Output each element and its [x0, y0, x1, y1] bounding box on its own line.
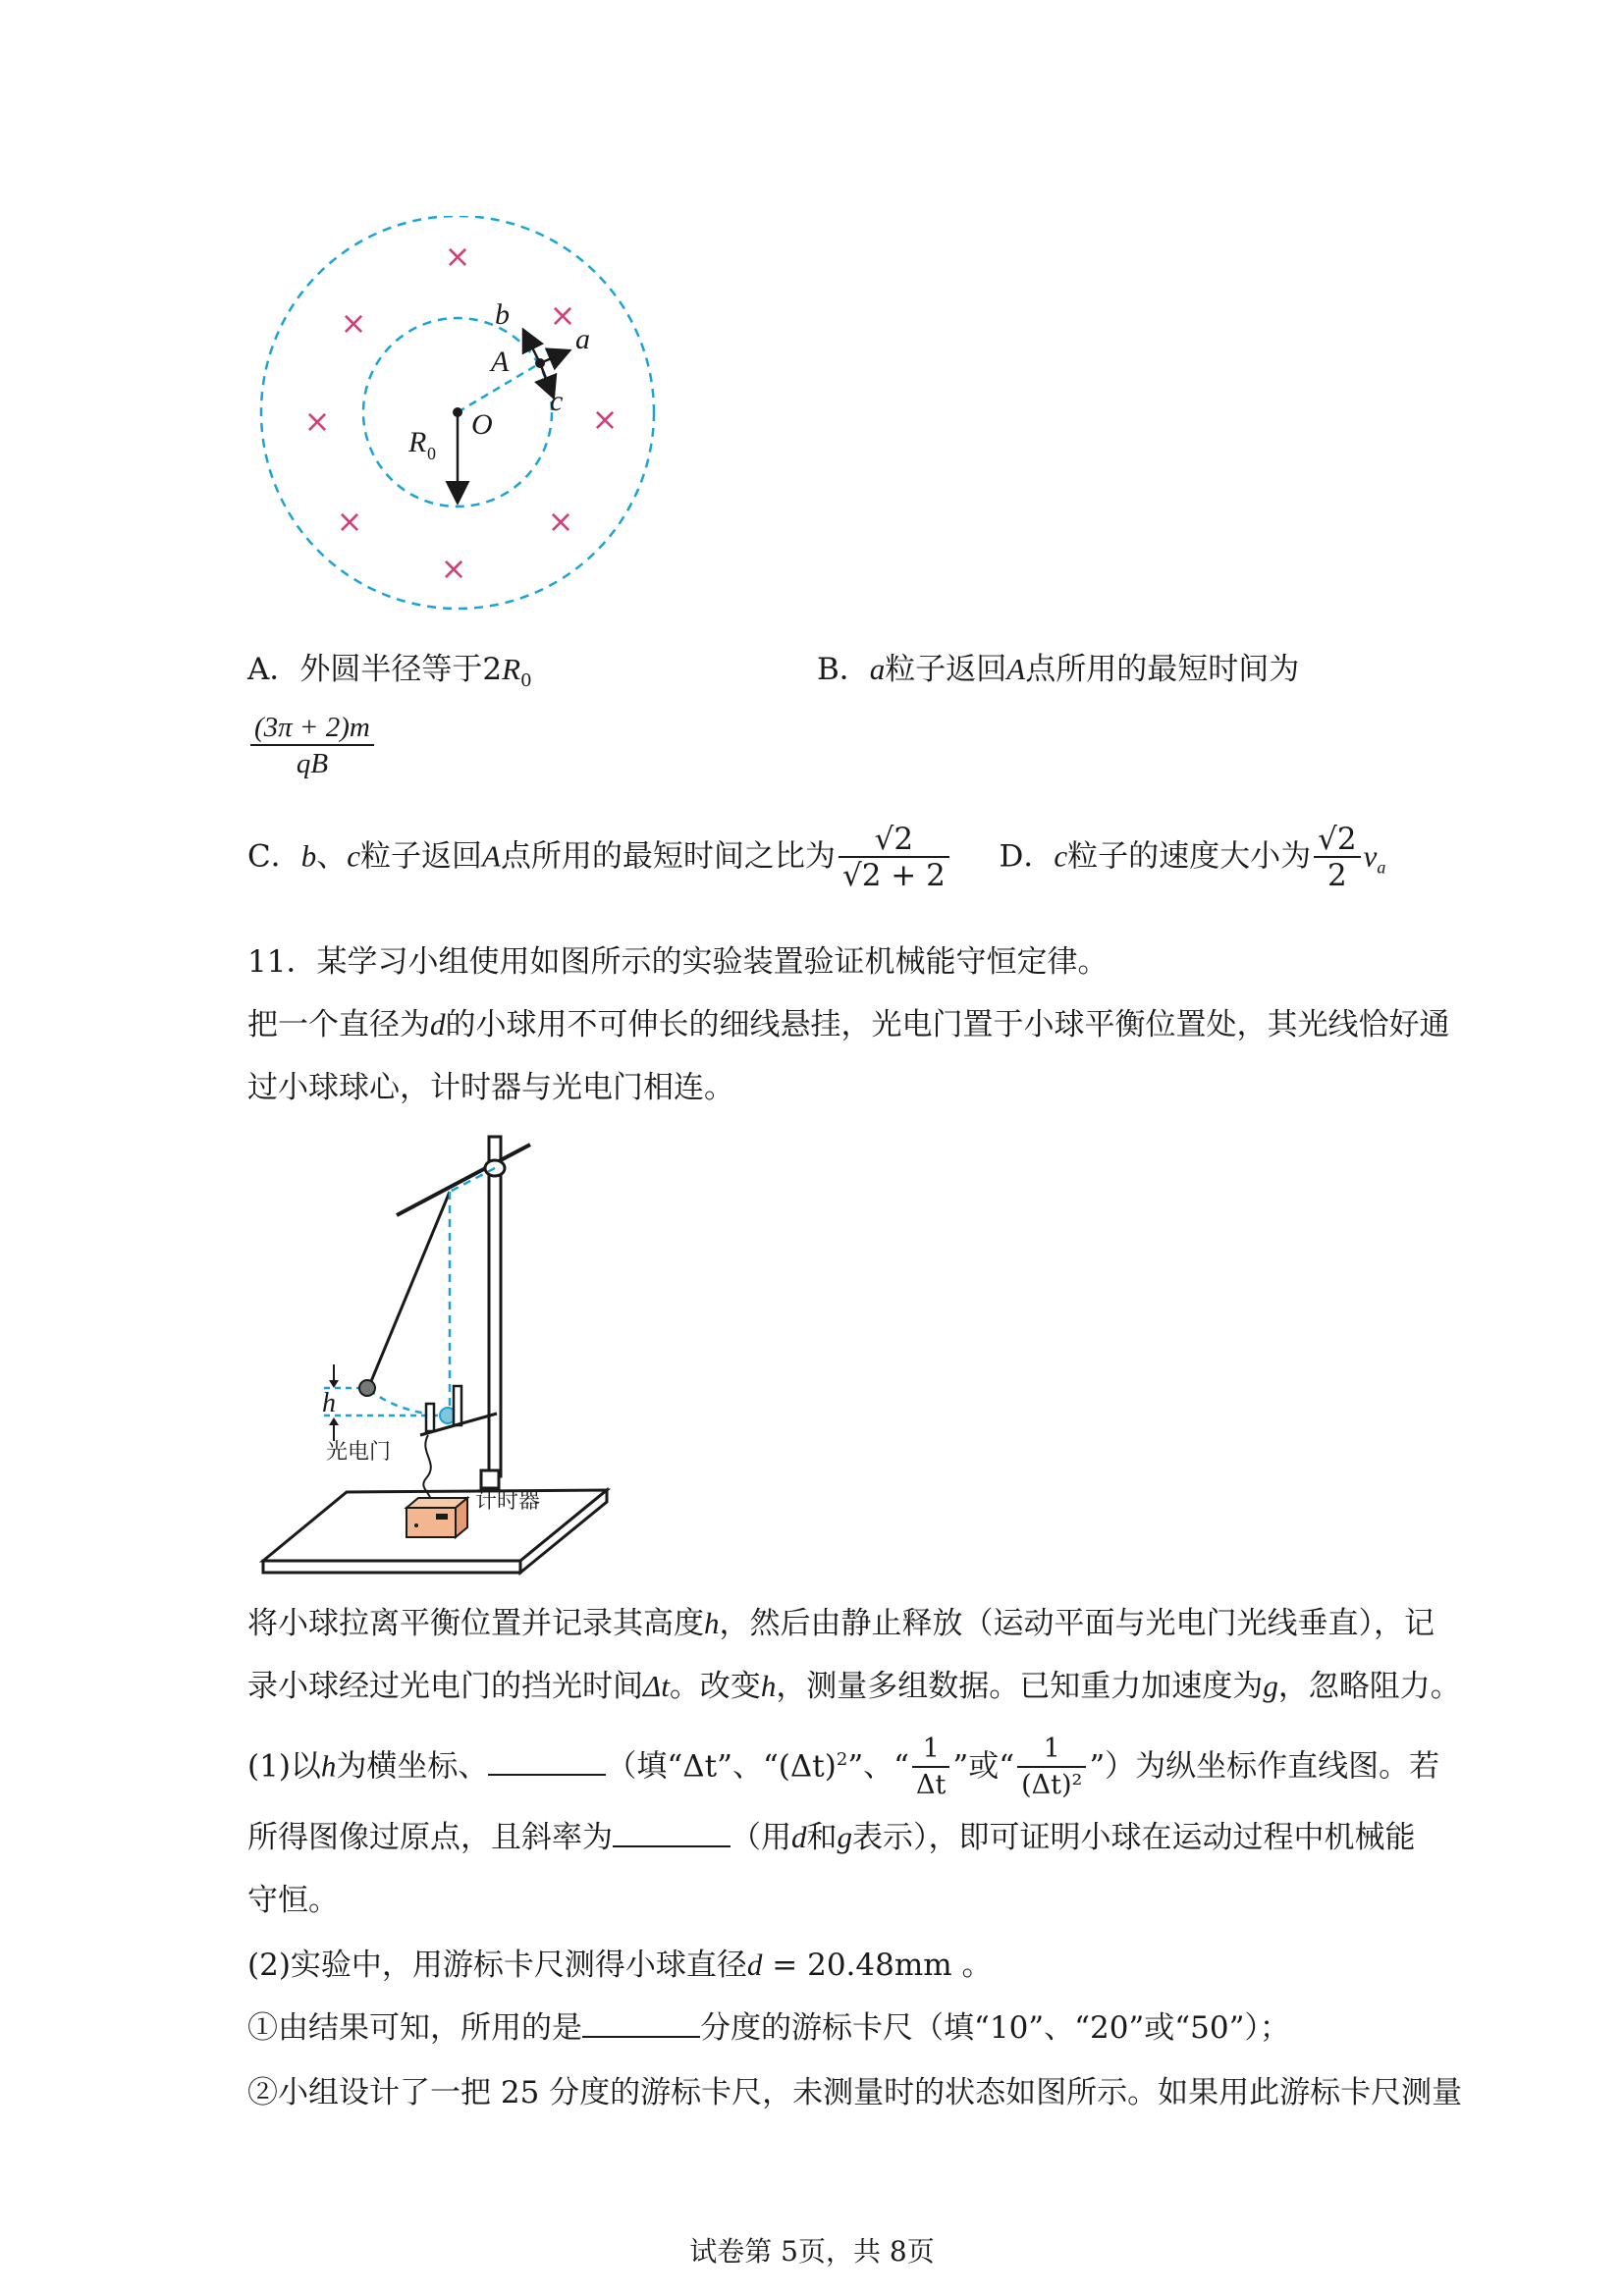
- label-O: O: [471, 408, 493, 441]
- option-c-fraction: [839, 823, 949, 893]
- q11-p1a: 把一个直径为: [247, 1007, 430, 1042]
- option-b-numerator: (3π + 2)m: [250, 711, 374, 746]
- magnetic-field-figure: [245, 216, 677, 628]
- option-B-fraction: [247, 711, 377, 781]
- option-b-var1: a: [869, 652, 886, 686]
- q11-s1-h: h: [320, 1748, 337, 1784]
- q11-s2-d: d: [746, 1948, 763, 1982]
- option-a-var: R: [502, 652, 521, 686]
- answer-blank-3[interactable]: [582, 2008, 700, 2038]
- q11-s2b: = 20.48mm 。: [762, 1948, 993, 1983]
- answer-blank-1[interactable]: [488, 1746, 606, 1776]
- q11-s1-g: g: [837, 1820, 852, 1854]
- photogate-post: [426, 1404, 434, 1431]
- option-d-v: v: [1363, 838, 1378, 874]
- field-cross: ×: [547, 503, 574, 540]
- field-cross: ×: [440, 550, 467, 587]
- center-point: [453, 407, 462, 417]
- q11-s1a: (1)以: [247, 1748, 321, 1785]
- option-b-denominator: qB: [296, 748, 329, 779]
- q11-p1-d: d: [430, 1007, 446, 1041]
- pendulum-apparatus-figure: [253, 1129, 617, 1580]
- label-a: a: [575, 323, 590, 355]
- q11-p4a: 录小球经过光电门的挡光时间: [247, 1669, 643, 1704]
- option-d-var: c: [1054, 838, 1068, 874]
- option-d-sub: a: [1377, 857, 1386, 878]
- option-b-mid: 粒子返回: [885, 652, 1007, 687]
- option-c-numerator: √2: [839, 823, 949, 858]
- option-c-end: 点所用的最短时间之比为: [500, 838, 836, 875]
- label-h: h: [322, 1388, 336, 1418]
- field-cross: ×: [303, 402, 331, 440]
- option-c-mid: 粒子返回: [360, 838, 482, 875]
- option-b-end: 点所用的最短时间为: [1025, 652, 1300, 687]
- option-a-text: A．外圆半径等于: [247, 652, 483, 687]
- q11-s1f: ”）为纵坐标作直线图。若: [1089, 1748, 1440, 1785]
- option-b-var2: A: [1006, 652, 1026, 686]
- option-A: [247, 650, 532, 701]
- label-R: R: [408, 426, 427, 458]
- arrow-a: [540, 351, 568, 363]
- q11-title: 11．某学习小组使用如图所示的实验装置验证机械能守恒定律。: [247, 944, 1109, 980]
- option-c-var2: c: [347, 838, 360, 874]
- option-a-sub: 0: [520, 670, 532, 692]
- q11-p1b: 的小球用不可伸长的细线悬挂，光电门置于小球平衡位置处，其光线恰好通: [445, 1007, 1450, 1042]
- q11-p4d: ，忽略阻力。: [1277, 1669, 1461, 1704]
- timer-box: [406, 1508, 456, 1537]
- ball-released: [359, 1380, 375, 1396]
- q11-s1c: （填“Δt”、“(Δt): [606, 1748, 837, 1785]
- field-cross: ×: [591, 400, 619, 438]
- option-c-var3: A: [482, 838, 501, 874]
- q11-p3a: 将小球拉离平衡位置并记录其高度: [247, 1606, 704, 1641]
- label-A: A: [491, 346, 510, 378]
- option-d-mid: 粒子的速度大小为: [1067, 838, 1312, 875]
- q11-p4b: 。改变: [669, 1669, 761, 1704]
- q11-s1d: ”、“: [847, 1748, 910, 1785]
- q11-s1e: ”或“: [952, 1748, 1015, 1785]
- frac1-num: 1: [912, 1733, 949, 1768]
- q11-para3: [247, 1604, 1435, 1643]
- frac1-den: Δt: [916, 1769, 947, 1800]
- q11-s1-d: d: [791, 1820, 807, 1854]
- q11-para1: [247, 1005, 1450, 1044]
- label-timer: 计时器: [475, 1489, 541, 1514]
- option-d-fraction: [1314, 823, 1360, 893]
- field-cross: ×: [340, 304, 367, 342]
- stand-pole: [489, 1137, 501, 1476]
- field-cross: ×: [336, 503, 363, 540]
- q11-p3-h: h: [704, 1606, 720, 1640]
- option-B: [817, 650, 1299, 689]
- q11-sub2-part1: [247, 2008, 1290, 2048]
- q11-sub2-part2: ②小组设计了一把 25 分度的游标卡尺，未测量时的状态如图所示。如果用此游标卡尺测量: [247, 2075, 1463, 2110]
- q11-sub2: [247, 1946, 993, 1985]
- q11-sub1-line2: [247, 1818, 1416, 1857]
- option-c-prefix: C．: [247, 838, 301, 875]
- frac2-den: (Δt)²: [1021, 1769, 1083, 1800]
- field-cross: ×: [549, 296, 576, 334]
- q11-s1j: 表示），即可证明小球在运动过程中机械能: [852, 1820, 1416, 1855]
- string: [369, 1192, 450, 1386]
- q11-s1h: （用: [731, 1820, 791, 1855]
- option-d-numerator: √2: [1314, 823, 1360, 858]
- q11-sub1-line3: 守恒。: [247, 1883, 339, 1918]
- option-a-value: 2: [482, 652, 503, 687]
- label-photogate: 光电门: [326, 1440, 392, 1465]
- frac2-num: 1: [1017, 1733, 1086, 1768]
- label-R-sub: 0: [427, 444, 436, 463]
- fraction-1-over-dt-squared: [1017, 1733, 1086, 1803]
- option-C: [247, 823, 1385, 897]
- q11-s2a: (2)实验中，用游标卡尺测得小球直径: [247, 1948, 747, 1983]
- q11-p4c: ，测量多组数据。已知重力加速度为: [776, 1669, 1264, 1704]
- option-c-sep: 、: [316, 838, 348, 875]
- q11-s1b: 为横坐标、: [336, 1748, 489, 1785]
- option-c-denominator: √2 + 2: [841, 858, 946, 893]
- q11-s1-sup: 2: [836, 1749, 848, 1770]
- q11-p4-dt: Δt: [643, 1669, 670, 1703]
- q11-sub1: [247, 1728, 1439, 1803]
- q11-para2: 过小球球心，计时器与光电门相连。: [247, 1070, 734, 1105]
- label-c: c: [550, 385, 564, 417]
- q11-p4-h: h: [760, 1669, 777, 1703]
- q11-s1g: 所得图像过原点，且斜率为: [247, 1820, 613, 1855]
- option-d-denominator: 2: [1327, 858, 1347, 893]
- cross-bar: [397, 1145, 530, 1215]
- field-cross: ×: [444, 238, 471, 275]
- q11-p3b: ，然后由静止释放（运动平面与光电门光线垂直），记: [719, 1606, 1435, 1641]
- q11-s2d: 分度的游标卡尺（填“10”、“20”或“50”）；: [700, 2010, 1290, 2046]
- page-footer: 试卷第 5页，共 8页: [689, 2235, 935, 2268]
- answer-blank-2[interactable]: [613, 1818, 731, 1847]
- q11-s1i: 和: [806, 1820, 838, 1855]
- option-b-prefix: B．: [817, 652, 870, 687]
- q11-s2c: ①由结果可知，所用的是: [247, 2010, 582, 2046]
- q11-p4-g: g: [1263, 1669, 1278, 1703]
- label-b: b: [495, 298, 510, 331]
- fraction-1-over-dt: [912, 1733, 949, 1803]
- option-d-prefix: D．: [999, 838, 1055, 875]
- q11-para4: [247, 1667, 1461, 1706]
- option-c-var1: b: [300, 838, 317, 874]
